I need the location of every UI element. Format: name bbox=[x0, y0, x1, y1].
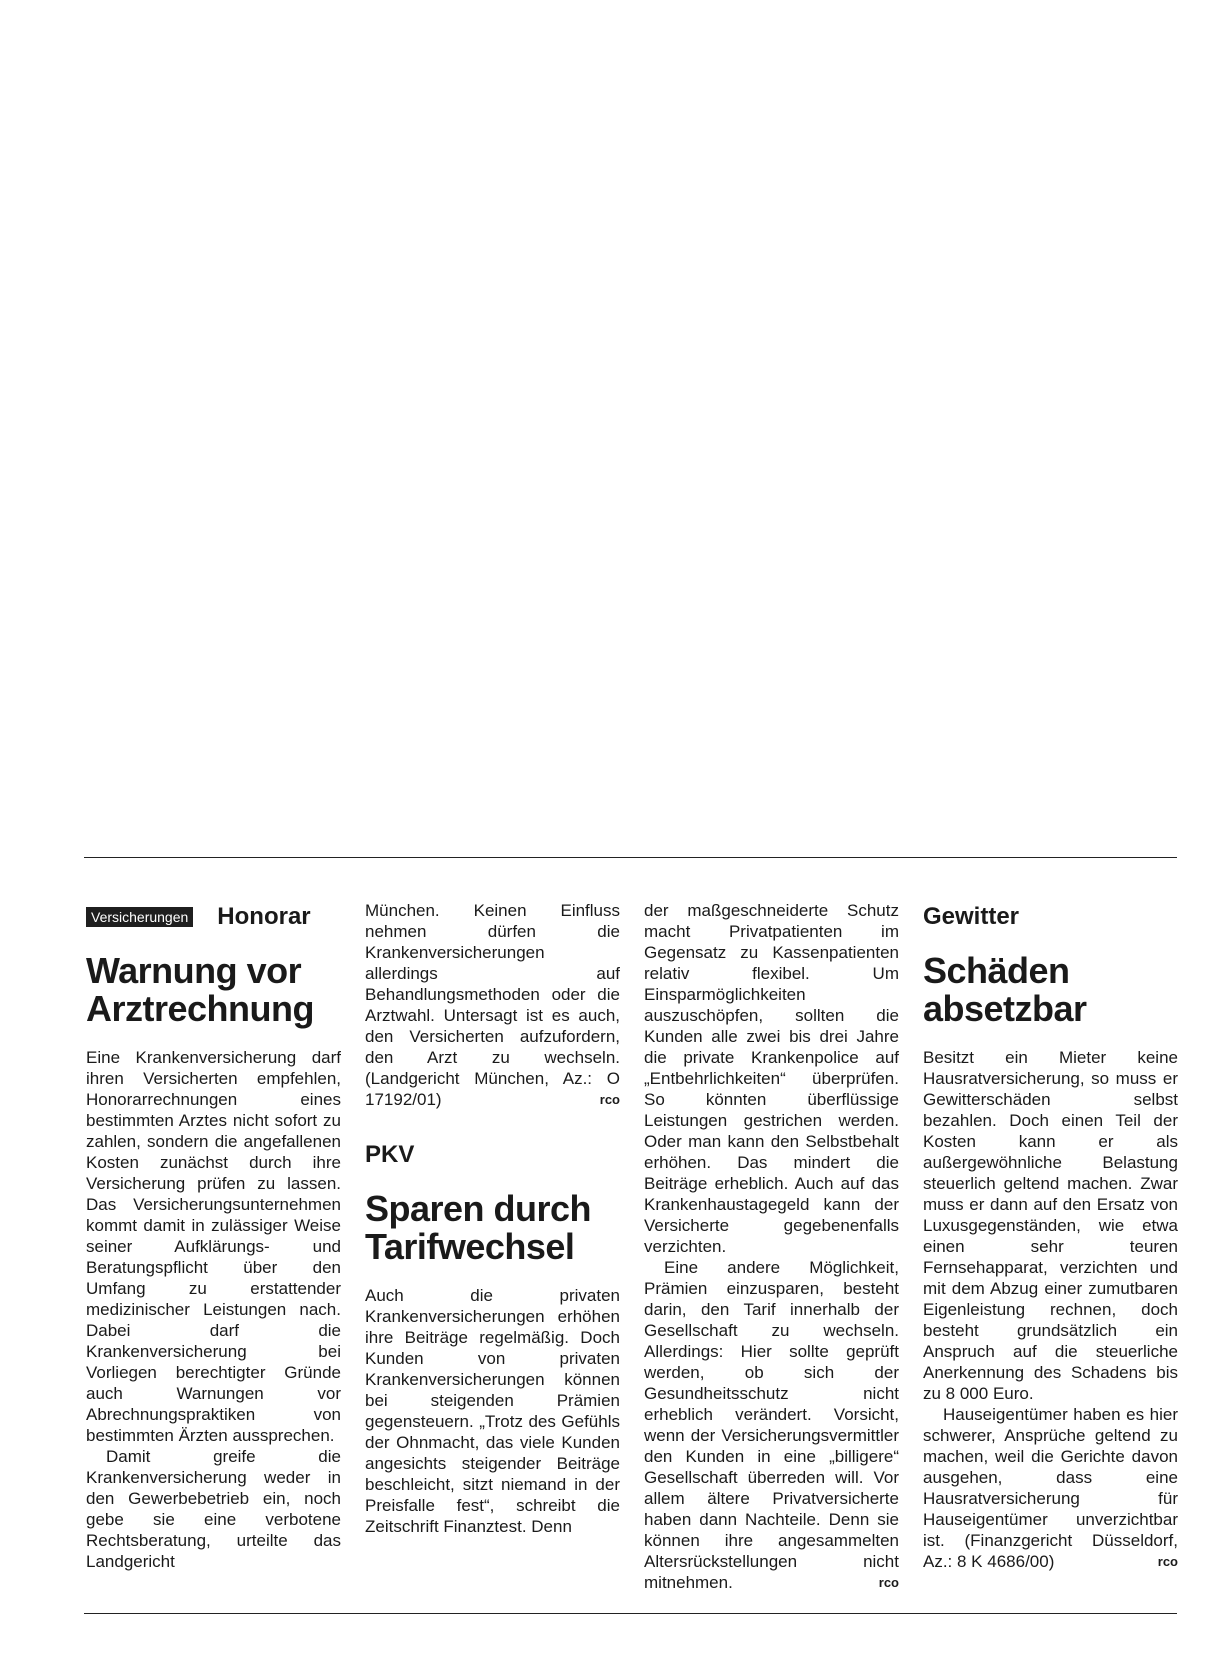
article-kicker: Gewitter bbox=[923, 903, 1020, 930]
article-body-continued bbox=[365, 900, 620, 1110]
bottom-rule bbox=[84, 1613, 1177, 1614]
article-honorar bbox=[86, 900, 341, 1572]
article-header bbox=[86, 900, 341, 934]
headline-line-2: Tarifwechsel bbox=[365, 1226, 575, 1267]
article-kicker: PKV bbox=[365, 1141, 415, 1168]
headline-line-1: Sparen durch bbox=[365, 1188, 592, 1229]
article-body bbox=[644, 900, 899, 1593]
paragraph: Besitzt ein Mieter keine Hausratversicherung, so muss er Gewitterschäden selbst bezahlen. Doch einen Teil der Kosten kann er als außergewöhnliche Belastung steuerlich geltend machen. Zwar muss er dann auf den Ersatz von Luxusgegenständen, wie etwa einen sehr teuren Fernsehapparat, verzichten und mit dem Abzug einer zumutbaren Eigenleistung rechnen, doch besteht grundsätzlich ein Anspruch auf die steuerliche Anerkennung des Schadens bis zu 8 000 Euro. bbox=[923, 1048, 1178, 1403]
headline-line-2: absetzbar bbox=[923, 988, 1087, 1029]
article-headline bbox=[923, 952, 1178, 1028]
headline-line-2: Arztrechnung bbox=[86, 988, 314, 1029]
article-body bbox=[86, 1047, 341, 1572]
article-kicker: Honorar bbox=[217, 903, 311, 930]
section-label: Versicherungen bbox=[86, 907, 193, 927]
author-signature: rco bbox=[878, 1575, 899, 1590]
article-body bbox=[365, 1285, 620, 1537]
article-pkv bbox=[365, 1138, 620, 1537]
paragraph: Eine Krankenversicherung darf ihren Versicherten empfehlen, Honorarrechnungen eines bestimmten Arztes nicht sofort zu zahlen, sondern die angefallenen Kosten zunächst durch ihre Versicherung prüfen zu lassen. Das Versicherungsunternehmen kommt damit in zulässiger Weise seiner Aufklärungs- und Beratungspflicht über den Umfang zu erstattender medizinischer Leistungen nach. Dabei darf die Krankenversicherung bei Vorliegen berechtigter Gründe auch Warnungen vor Abrechnungspraktiken von bestimmten Ärzten aussprechen. bbox=[86, 1048, 341, 1445]
article-gewitter bbox=[923, 900, 1178, 1572]
article-headline bbox=[86, 952, 341, 1028]
paragraph: Damit greife die Krankenversicherung weder in den Gewerbebetrieb ein, noch gebe sie eine verbotene Rechtsberatung, urteilte das Landgericht bbox=[86, 1447, 341, 1571]
article-header bbox=[365, 1138, 620, 1172]
paragraph: Eine andere Möglichkeit, Prämien einzusparen, besteht darin, den Tarif innerhalb der Gesellschaft zu wechseln. Allerdings: Hier sollte geprüft werden, ob sich der Gesundheitsschutz nicht erheblich verändert. Vorsicht, wenn der Versicherungsvermittler den Kunden in eine „billigere“ Gesellschaft überreden will. Vor allem ältere Privatversicherte haben dann Nachteile. Denn sie können ihre angesammelten Altersrückstellungen nicht mitnehmen. rco bbox=[644, 1258, 899, 1592]
article-body bbox=[923, 1047, 1178, 1572]
paragraph: München. Keinen Einfluss nehmen dürfen die Krankenversicherungen allerdings auf Behandlungsmethoden oder die Arztwahl. Untersagt ist es auch, den Versicherten aufzufordern, den Arzt zu wechseln. (Landgericht München, Az.: O 17192/01) rco bbox=[365, 901, 620, 1109]
paragraph: Auch die privaten Krankenversicherungen erhöhen ihre Beiträge regelmäßig. Doch Kunden von privaten Krankenversicherungen können bei steigenden Prämien gegensteuern. „Trotz des Gefühls der Ohnmacht, das viele Kunden angesichts steigender Beiträge beschleicht, sitzt niemand in der Preisfalle fest“, schreibt die Zeitschrift Finanztest. Denn bbox=[365, 1286, 620, 1536]
paragraph-text: Hauseigentümer haben es hier schwerer, Ansprüche geltend zu machen, weil die Gerichte davon ausgehen, dass eine Hausratversicherung für Hauseigentümer unverzichtbar ist. (Finanzgericht Düsseldorf, Az.: 8 K 4686/00) bbox=[923, 1405, 1178, 1571]
article-headline bbox=[365, 1190, 620, 1266]
author-signature: rco bbox=[599, 1092, 620, 1107]
article-header bbox=[923, 900, 1178, 934]
paragraph: der maßgeschneiderte Schutz macht Privatpatienten im Gegensatz zu Kassenpatienten relativ flexibel. Um Einsparmöglichkeiten auszuschöpfen, sollten die Kunden alle zwei bis drei Jahre die private Krankenpolice auf „Entbehrlichkeiten“ überprüfen. So könnten überflüssige Leistungen gestrichen werden. Oder man kann den Selbstbehalt erhöhen. Das mindert die Beiträge erheblich. Auch auf das Krankenhaustagegeld kann der Versicherte gegebenenfalls verzichten. bbox=[644, 901, 899, 1256]
top-rule bbox=[84, 857, 1177, 858]
paragraph bbox=[923, 1404, 1178, 1572]
article-honorar-continued bbox=[365, 900, 620, 1110]
headline-line-1: Schäden bbox=[923, 950, 1070, 991]
article-pkv-body-continued bbox=[644, 900, 899, 1593]
headline-line-1: Warnung vor bbox=[86, 950, 302, 991]
author-signature: rco bbox=[1157, 1554, 1178, 1569]
